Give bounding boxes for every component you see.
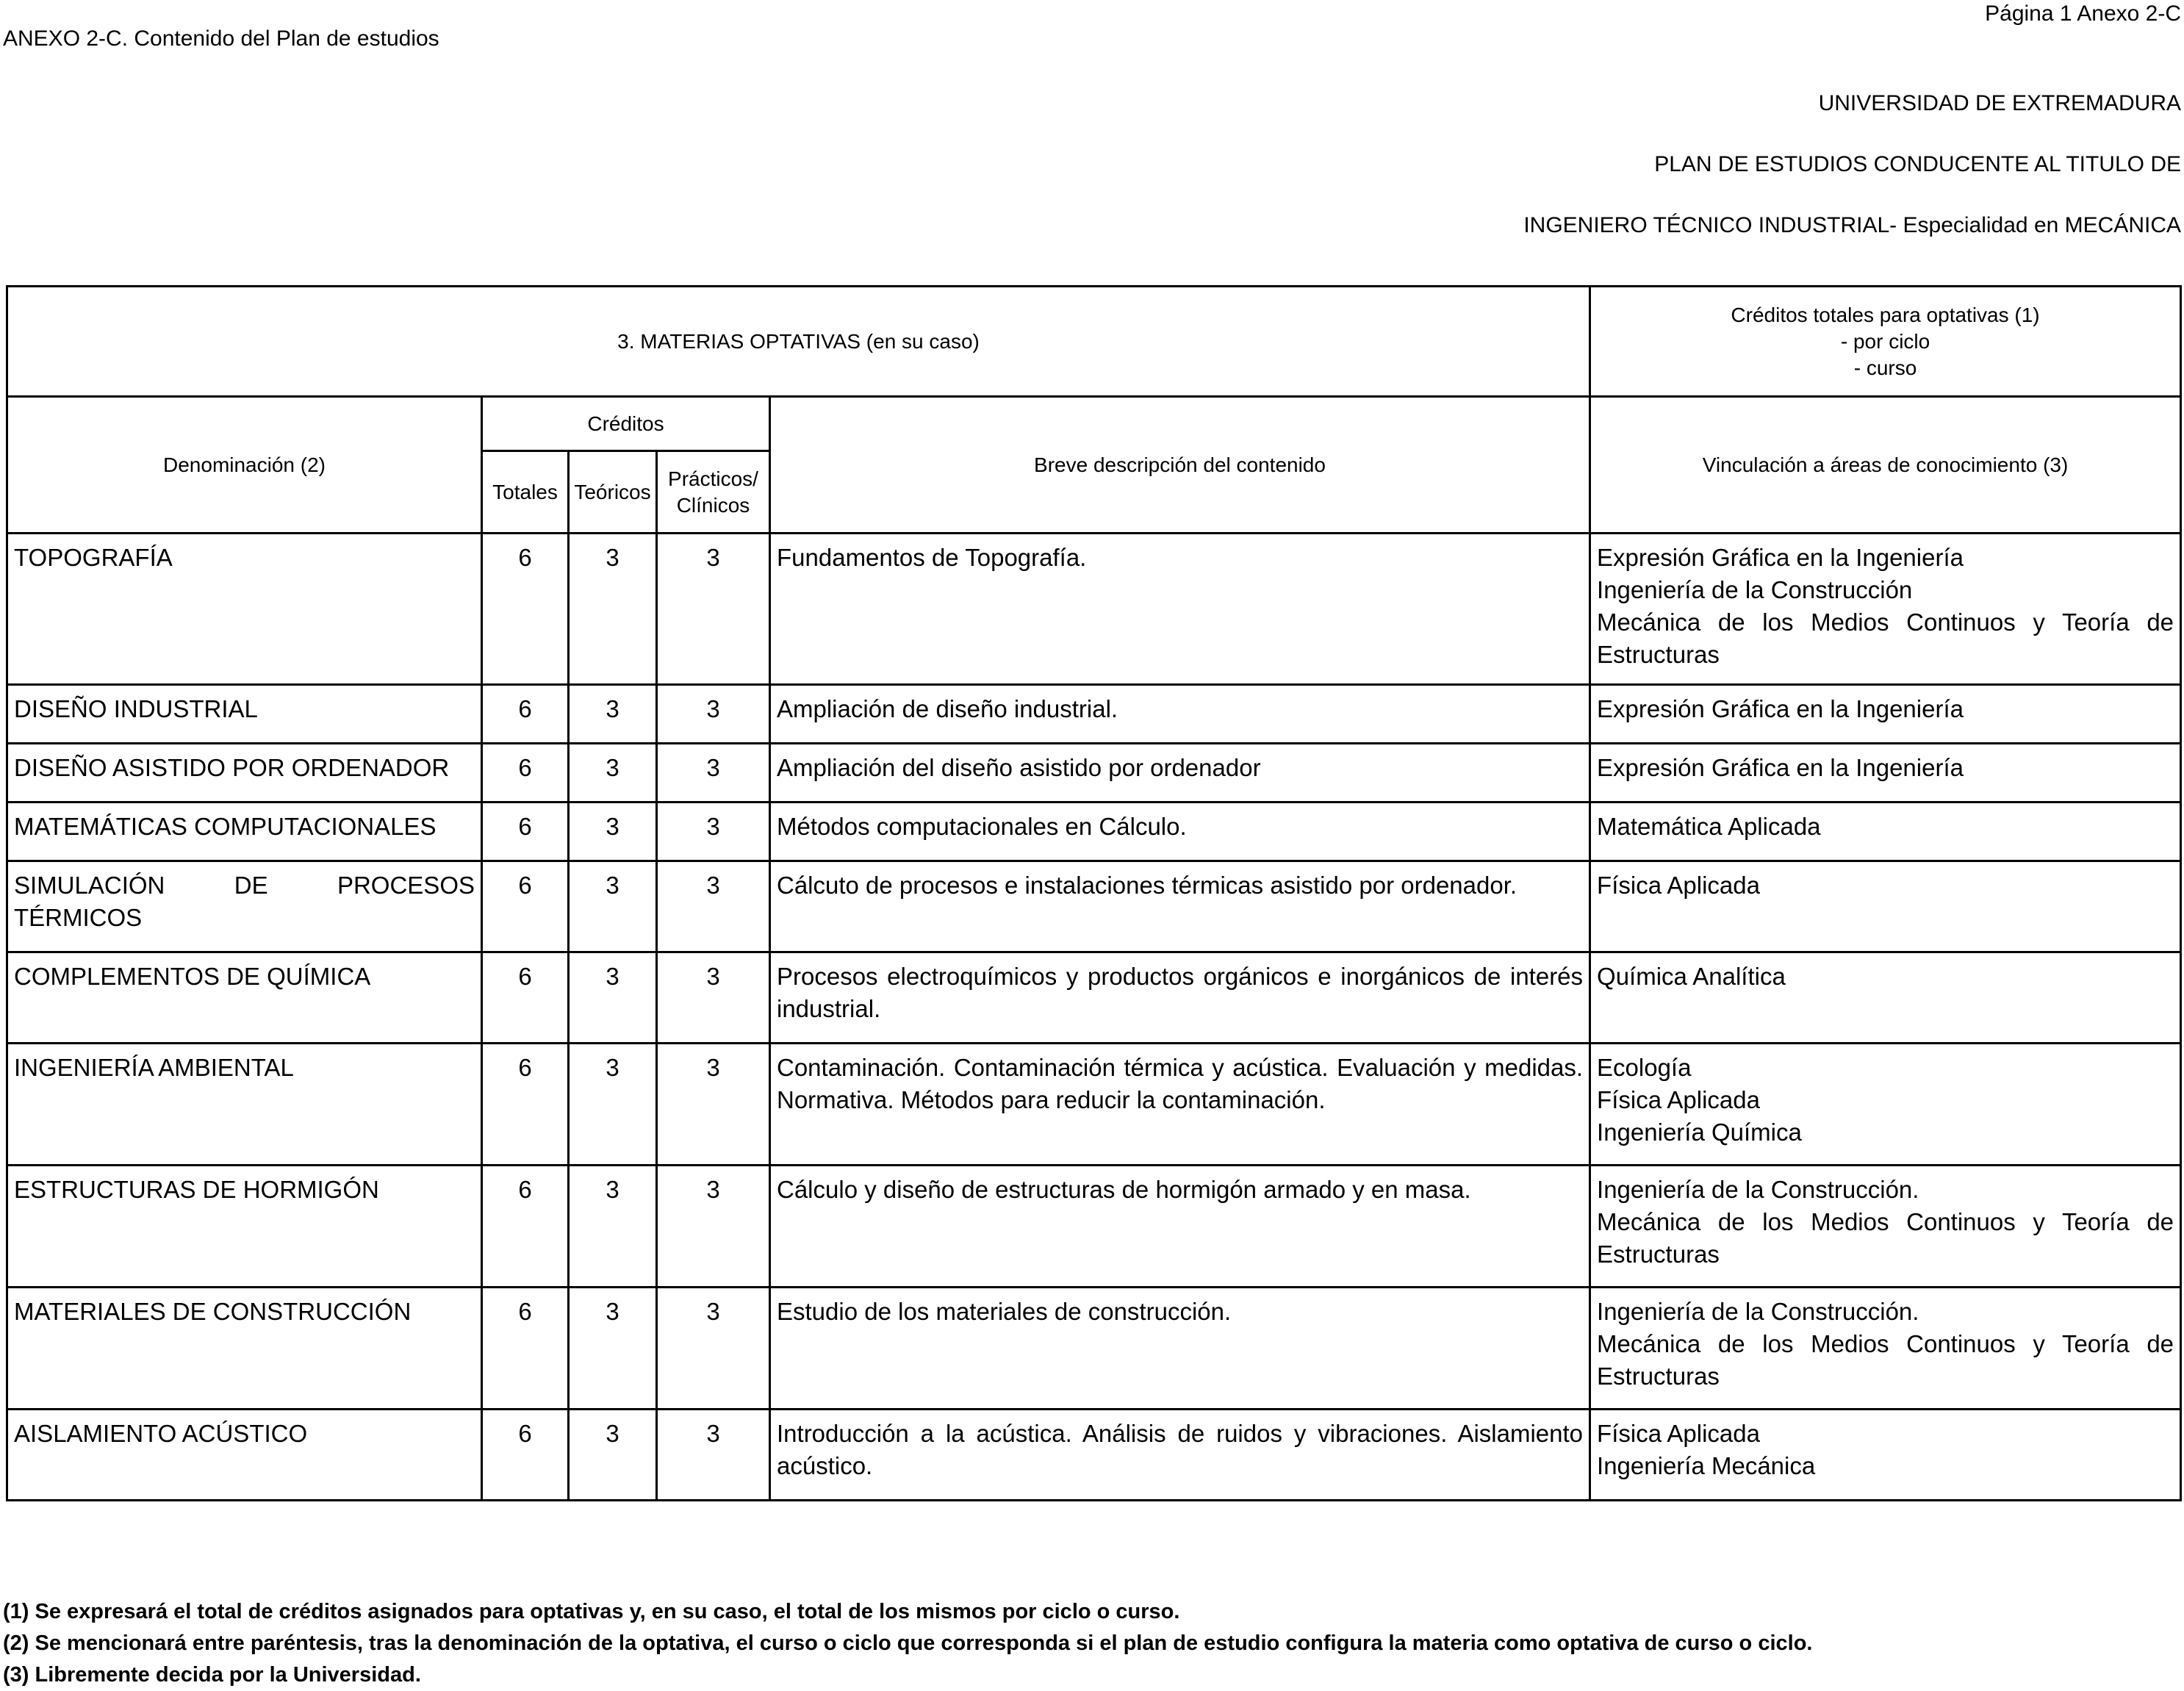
credits-practicos: 3 <box>657 534 770 685</box>
credits-teoricos: 3 <box>569 685 657 744</box>
university-name: UNIVERSIDAD DE EXTREMADURA <box>1818 91 2181 115</box>
col-header-practicos: Prácticos/ Clínicos <box>657 451 770 534</box>
knowledge-areas <box>1590 1044 2181 1166</box>
subject-name: MATERIALES DE CONSTRUCCIÓN <box>7 1288 482 1410</box>
table-row <box>7 1044 2181 1166</box>
table-row <box>7 1288 2181 1410</box>
area-line: Expresión Gráfica en la Ingeniería <box>1597 754 1964 781</box>
footnote: (1) Se expresará el total de créditos asignados para optativas y, en su caso, el total de los mismos por ciclo o curso. <box>3 1600 1180 1623</box>
area-line: Ingeniería Química <box>1597 1119 1802 1146</box>
content-description: Fundamentos de Topografía. <box>770 534 1590 685</box>
credits-teoricos: 3 <box>569 1410 657 1501</box>
totals-line: Créditos totales para optativas (1) <box>1731 303 2040 326</box>
footnotes <box>3 1596 1812 1691</box>
table-row <box>7 952 2181 1044</box>
area-line: Física Aplicada <box>1597 872 1760 899</box>
table-row <box>7 744 2181 803</box>
credits-practicos: 3 <box>657 685 770 744</box>
area-line: Ecología <box>1597 1054 1692 1081</box>
plan-title: PLAN DE ESTUDIOS CONDUCENTE AL TITULO DE <box>1654 152 2181 176</box>
degree-title: INGENIERO TÉCNICO INDUSTRIAL- Especialidad en MECÁNICA <box>1523 213 2181 237</box>
credits-practicos: 3 <box>657 861 770 952</box>
area-line: Mecánica de los Medios Continuos y Teoría de Estructuras <box>1597 608 2174 668</box>
area-line: Expresión Gráfica en la Ingeniería <box>1597 544 1964 571</box>
area-line: Mecánica de los Medios Continuos y Teoría de Estructuras <box>1597 1208 2174 1268</box>
content-description: Estudio de los materiales de construcción. <box>770 1288 1590 1410</box>
area-line: Física Aplicada <box>1597 1420 1760 1447</box>
area-line: Ingeniería de la Construcción. <box>1597 1298 1919 1325</box>
area-line: Matemática Aplicada <box>1597 813 1821 840</box>
content-description: Cálcuto de procesos e instalaciones térmicas asistido por ordenador. <box>770 861 1590 952</box>
credits-practicos: 3 <box>657 803 770 861</box>
credits-totales: 6 <box>482 803 569 861</box>
credits-practicos: 3 <box>657 744 770 803</box>
col-header-descripcion: Breve descripción del contenido <box>770 397 1590 534</box>
table-row <box>7 803 2181 861</box>
content-description: Ampliación de diseño industrial. <box>770 685 1590 744</box>
credits-teoricos: 3 <box>569 803 657 861</box>
credits-teoricos: 3 <box>569 744 657 803</box>
credits-teoricos: 3 <box>569 952 657 1044</box>
col-header-vinculacion: Vinculación a áreas de conocimiento (3) <box>1590 397 2181 534</box>
area-line: Física Aplicada <box>1597 1086 1760 1113</box>
table-row <box>7 1166 2181 1288</box>
subject-name: ESTRUCTURAS DE HORMIGÓN <box>7 1166 482 1288</box>
content-description: Contaminación. Contaminación térmica y acústica. Evaluación y medidas. Normativa. Métodos para reducir la contaminación. <box>770 1044 1590 1166</box>
credits-teoricos: 3 <box>569 1044 657 1166</box>
column-header-row <box>7 397 2181 451</box>
knowledge-areas <box>1590 685 2181 744</box>
subject-name: AISLAMIENTO ACÚSTICO <box>7 1410 482 1501</box>
knowledge-areas <box>1590 744 2181 803</box>
credits-totales: 6 <box>482 744 569 803</box>
knowledge-areas <box>1590 534 2181 685</box>
col-header-denominacion: Denominación (2) <box>7 397 482 534</box>
content-description: Métodos computacionales en Cálculo. <box>770 803 1590 861</box>
credits-totales: 6 <box>482 861 569 952</box>
section-title: 3. MATERIAS OPTATIVAS (en su caso) <box>7 287 1590 397</box>
content-description: Introducción a la acústica. Análisis de ruidos y vibraciones. Aislamiento acústico. <box>770 1410 1590 1501</box>
credits-practicos: 3 <box>657 952 770 1044</box>
knowledge-areas <box>1590 1166 2181 1288</box>
page-number: Página 1 Anexo 2-C <box>1985 1 2181 26</box>
totals-line: - por ciclo <box>1840 329 1930 353</box>
credits-practicos: 3 <box>657 1410 770 1501</box>
credits-teoricos: 3 <box>569 1166 657 1288</box>
subject-name: COMPLEMENTOS DE QUÍMICA <box>7 952 482 1044</box>
credits-totales: 6 <box>482 1288 569 1410</box>
area-line: Ingeniería Mecánica <box>1597 1452 1816 1479</box>
footnote: (3) Libremente decida por la Universidad. <box>3 1663 421 1687</box>
credits-totales: 6 <box>482 1044 569 1166</box>
footnote: (2) Se mencionará entre paréntesis, tras la denominación de la optativa, el curso o ciclo que corresponda si el plan de estudio configura la materia como optativa de curso o ciclo. <box>3 1631 1813 1655</box>
knowledge-areas <box>1590 1288 2181 1410</box>
content-description: Procesos electroquímicos y productos orgánicos e inorgánicos de interés industrial. <box>770 952 1590 1044</box>
credits-teoricos: 3 <box>569 534 657 685</box>
subject-name: MATEMÁTICAS COMPUTACIONALES <box>7 803 482 861</box>
content-description: Cálculo y diseño de estructuras de hormigón armado y en masa. <box>770 1166 1590 1288</box>
credits-practicos: 3 <box>657 1044 770 1166</box>
subject-name: SIMULACIÓN DE PROCESOS TÉRMICOS <box>7 861 482 952</box>
table-row <box>7 1410 2181 1501</box>
col-header-totales: Totales <box>482 451 569 534</box>
col-header-teoricos: Teóricos <box>569 451 657 534</box>
subject-name: INGENIERÍA AMBIENTAL <box>7 1044 482 1166</box>
knowledge-areas <box>1590 1410 2181 1501</box>
credits-teoricos: 3 <box>569 861 657 952</box>
credits-practicos: 3 <box>657 1166 770 1288</box>
table-row <box>7 861 2181 952</box>
credits-totales: 6 <box>482 685 569 744</box>
col-header-creditos: Créditos <box>482 397 770 451</box>
subject-name: DISEÑO ASISTIDO POR ORDENADOR <box>7 744 482 803</box>
knowledge-areas <box>1590 952 2181 1044</box>
subject-name: TOPOGRAFÍA <box>7 534 482 685</box>
area-line: Expresión Gráfica en la Ingeniería <box>1597 695 1964 722</box>
area-line: Ingeniería de la Construcción <box>1597 576 1913 603</box>
content-description: Ampliación del diseño asistido por ordenador <box>770 744 1590 803</box>
knowledge-areas <box>1590 803 2181 861</box>
knowledge-areas <box>1590 861 2181 952</box>
area-line: Ingeniería de la Construcción. <box>1597 1176 1919 1203</box>
credits-teoricos: 3 <box>569 1288 657 1410</box>
credits-totales: 6 <box>482 952 569 1044</box>
totals-line: - curso <box>1853 356 1917 379</box>
table-row <box>7 534 2181 685</box>
credits-totales: 6 <box>482 1166 569 1288</box>
area-line: Mecánica de los Medios Continuos y Teoría de Estructuras <box>1597 1330 2174 1390</box>
totals-credits-cell <box>1590 287 2181 397</box>
annex-label: ANEXO 2-C. Contenido del Plan de estudios <box>3 26 439 51</box>
credits-totales: 6 <box>482 1410 569 1501</box>
credits-totales: 6 <box>482 534 569 685</box>
area-line: Química Analítica <box>1597 963 1786 990</box>
optional-subjects-table <box>6 285 2182 1501</box>
credits-practicos: 3 <box>657 1288 770 1410</box>
table-row <box>7 685 2181 744</box>
subject-name: DISEÑO INDUSTRIAL <box>7 685 482 744</box>
section-header-row <box>7 287 2181 397</box>
